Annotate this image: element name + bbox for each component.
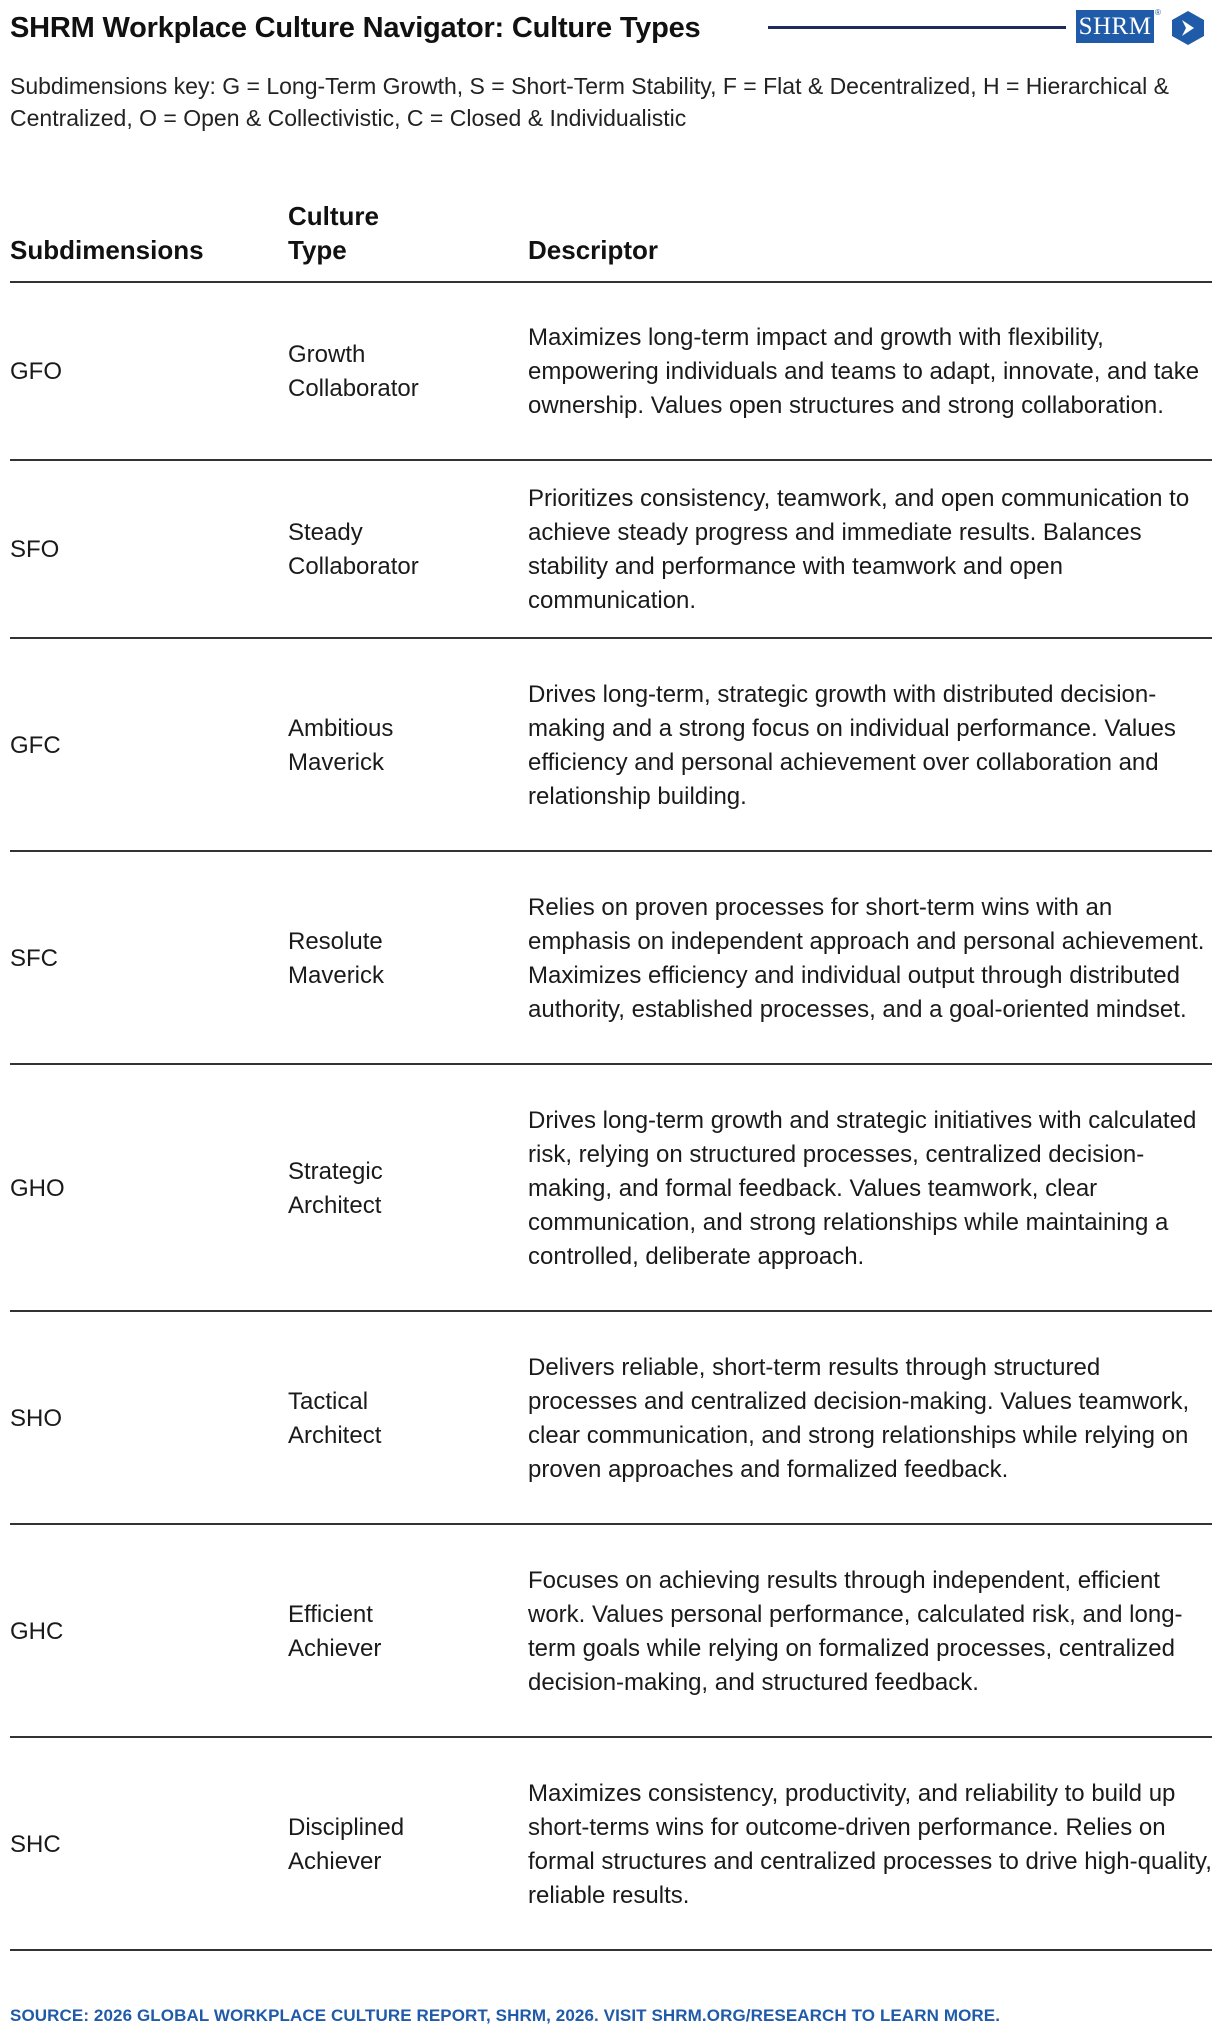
row-descriptor: Delivers reliable, short-term results through structured processes and centralized decision-making. Values teamwork, clear communication, and strong relationships while relying on proven approaches and formalized feedback. xyxy=(528,1353,1190,1483)
row-type-line2: Architect xyxy=(288,1421,382,1449)
logo-text: SHRM xyxy=(1078,12,1152,40)
row-type-line1: Resolute xyxy=(288,927,383,955)
row-type-line1: Steady xyxy=(288,519,363,546)
row-type-line2: Maverick xyxy=(288,748,385,776)
header-descriptor: Descriptor xyxy=(528,235,659,265)
table-row xyxy=(10,1065,1212,1312)
header-culture-type-line1: Culture xyxy=(288,201,379,231)
table-row xyxy=(10,461,1212,639)
row-type-line1: Ambitious xyxy=(288,714,394,742)
row-type-line1: Growth xyxy=(288,341,366,368)
row-type-line1: Disciplined xyxy=(288,1813,405,1841)
shrm-chevron-mark-icon xyxy=(1170,10,1206,46)
row-culture-type xyxy=(288,1385,528,1453)
header xyxy=(10,0,1212,60)
row-code: GFC xyxy=(10,731,61,759)
row-descriptor: Drives long-term, strategic growth with distributed decision-making and a strong focus on individual performance. Values efficiency and personal achievement over collaboration and relationship building. xyxy=(528,680,1176,810)
table-row xyxy=(10,1738,1212,1951)
row-code: GHC xyxy=(10,1617,64,1645)
table-row xyxy=(10,283,1212,461)
header-culture-type-line2: Type xyxy=(288,235,347,265)
row-culture-type xyxy=(288,1155,528,1223)
row-descriptor: Focuses on achieving results through independent, efficient work. Values personal performance, calculated risk, and long-term goals while relying on formalized processes, centralized decision-making, and structured feedback. xyxy=(528,1566,1183,1696)
row-descriptor: Relies on proven processes for short-term wins with an emphasis on independent approach and personal achievement. Maximizes efficiency and individual output through distributed authority, established processes, and a goal-oriented mindset. xyxy=(528,893,1205,1023)
row-type-line2: Achiever xyxy=(288,1847,382,1875)
row-code: SHC xyxy=(10,1830,61,1858)
row-culture-type xyxy=(288,516,528,584)
row-type-line2: Collaborator xyxy=(288,375,419,402)
row-type-line2: Achiever xyxy=(288,1634,382,1662)
row-descriptor: Maximizes long-term impact and growth with flexibility, empowering individuals and teams to adapt, innovate, and take ownership. Values open structures and strong collaboration. xyxy=(528,324,1200,419)
source-note: SOURCE: 2026 GLOBAL WORKPLACE CULTURE REPORT, SHRM, 2026. VISIT SHRM.ORG/RESEARCH TO LEARN MORE. xyxy=(10,2006,1001,2025)
row-culture-type xyxy=(288,925,528,993)
table-row xyxy=(10,852,1212,1065)
row-code: SHO xyxy=(10,1404,63,1432)
page-title: SHRM Workplace Culture Navigator: Culture Types xyxy=(10,12,701,44)
row-code: SFC xyxy=(10,944,58,972)
row-descriptor: Prioritizes consistency, teamwork, and open communication to achieve steady progress and immediate results. Balances stability and performance with teamwork and open communication. xyxy=(528,485,1190,614)
subdimensions-key: Subdimensions key: G = Long-Term Growth, S = Short-Term Stability, F = Flat & Decentralized, H = Hierarchical & Centralized, O = Open & Collectivistic, C = Closed & Individualistic xyxy=(10,73,1169,131)
row-code: GHO xyxy=(10,1174,65,1202)
row-code: SFO xyxy=(10,536,60,563)
table-header xyxy=(10,185,1212,283)
row-type-line2: Architect xyxy=(288,1191,382,1219)
row-culture-type xyxy=(288,1598,528,1666)
row-culture-type xyxy=(288,338,528,406)
row-type-line2: Collaborator xyxy=(288,553,419,580)
row-culture-type xyxy=(288,1811,528,1879)
row-type-line2: Maverick xyxy=(288,961,385,989)
row-descriptor: Maximizes consistency, productivity, and reliability to build up short-terms wins for outcome-driven performance. Relies on formal structures and centralized processes to drive high-quality, reliable results. xyxy=(528,1779,1212,1909)
page xyxy=(10,0,1212,2025)
table-row xyxy=(10,1312,1212,1525)
row-type-line1: Tactical xyxy=(288,1387,369,1415)
row-code: GFO xyxy=(10,358,62,385)
row-culture-type xyxy=(288,712,528,780)
shrm-logo-icon xyxy=(1076,10,1154,43)
table-row xyxy=(10,639,1212,852)
title-rule xyxy=(768,26,1066,29)
row-type-line1: Efficient xyxy=(288,1600,373,1628)
header-culture-type xyxy=(288,199,488,267)
table-row xyxy=(10,1525,1212,1738)
row-type-line1: Strategic xyxy=(288,1157,383,1185)
header-subdimensions: Subdimensions xyxy=(10,235,204,265)
logo-registered-mark: ® xyxy=(1155,8,1161,17)
culture-types-table xyxy=(10,185,1212,1951)
row-descriptor: Drives long-term growth and strategic initiatives with calculated risk, relying on structured processes, centralized decision-making, and formal feedback. Values teamwork, clear communication, and strong relationships while maintaining a controlled, deliberate approach. xyxy=(528,1106,1197,1270)
